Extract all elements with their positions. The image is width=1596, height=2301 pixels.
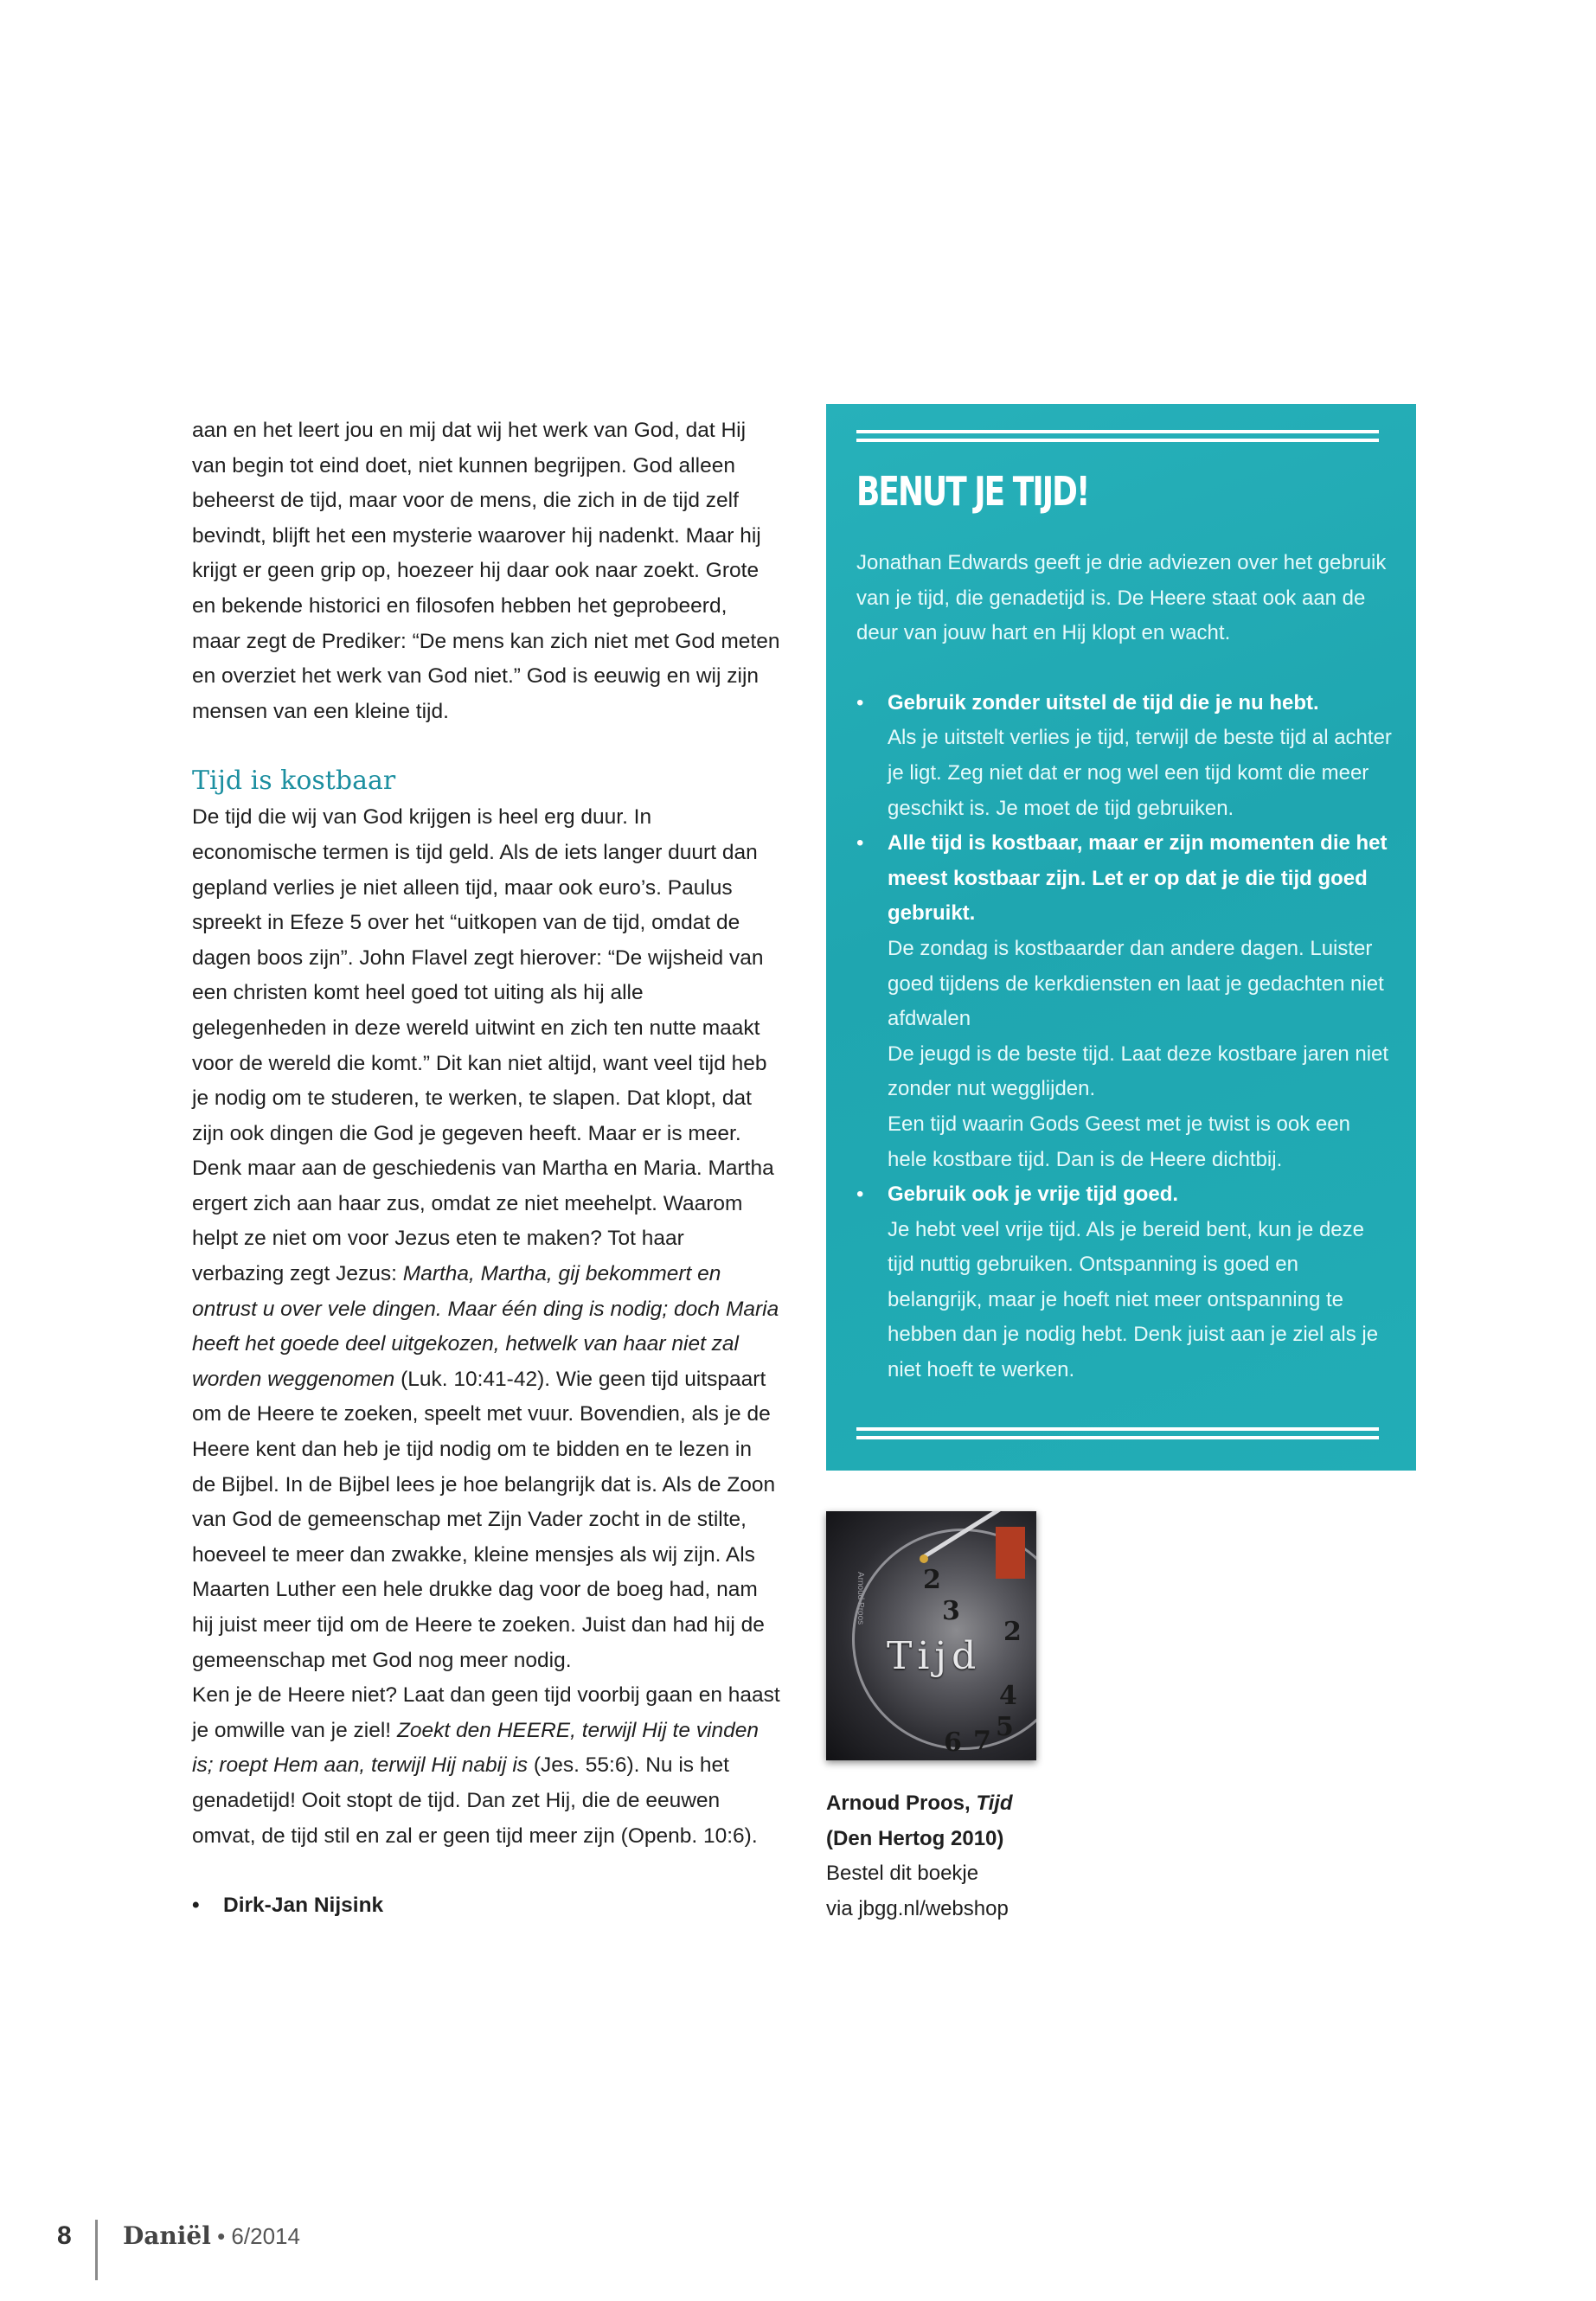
clock-number: 6 — [944, 1727, 962, 1758]
book-cover-image — [826, 1511, 1036, 1760]
clock-number: 4 — [999, 1681, 1017, 1711]
paragraph-text: De tijd die wij van God krijgen is heel erg duur. In economische termen is tijd geld. Als de iets langer duurt dan gepland verlies je niet alleen tijd, maar ook euro’s. Paulus spreekt in Efeze 5 over het “uitkopen van de tijd, omdat de dagen boos zijn”. John Flavel zegt hierover: “De wijsheid van een christen komt heel goed tot uiting als hij alle gelegenheden in deze wereld uitwint en zich ten nutte maakt voor de wereld die komt.” Dit kan niet altijd, want veel tijd heb je nodig om te studeren, te werken, te slapen. Dat klopt, dat zijn ook dingen die God je gegeven heeft. Maar er is meer. Denk maar aan de geschiedenis van Martha en Maria. Martha ergert zich aan haar zus, omdat ze niet meehelpt. Waarom helpt ze niet om voor Jezus eten te maken? Tot haar verbazing zegt Jezus: — [192, 805, 774, 1286]
magazine-title: Daniël — [123, 2221, 211, 2250]
footer-divider — [95, 2220, 98, 2280]
tip-list — [856, 686, 1393, 1388]
book-caption — [826, 1786, 1013, 1926]
rule-line — [856, 1427, 1379, 1431]
author-line — [192, 1888, 780, 1924]
cover-label — [996, 1527, 1025, 1579]
rule-line — [856, 1436, 1379, 1439]
tip-item — [856, 1177, 1393, 1388]
tip-text: Een tijd waarin Gods Geest met je twist is ook een hele kostbare tijd. Dan is de Heere dichtbij. — [888, 1112, 1350, 1171]
clock-number: 5 — [996, 1712, 1014, 1742]
caption-title-line — [826, 1786, 1013, 1822]
tip-lead: • Gebruik zonder uitstel de tijd die je nu hebt. — [888, 690, 1319, 715]
tip-box — [826, 404, 1416, 1471]
article-paragraph — [192, 800, 780, 1678]
tip-item — [856, 826, 1393, 1177]
clock-number: 3 — [942, 1596, 960, 1626]
paragraph-text: (Jes. 55:6). Nu is het genadetijd! Ooit stopt de tijd. Dan zet Hij, die de eeuwen omvat, de tijd stil en zal er geen tijd meer zijn (Openb. 10:6). — [192, 1753, 758, 1848]
rule-line — [856, 430, 1379, 433]
tip-text: De zondag is kostbaarder dan andere dagen. Luister goed tijdens de kerkdiensten en laat je gedachten niet afdwalen — [888, 936, 1384, 1031]
caption-title: Tijd — [976, 1791, 1013, 1815]
tip-text: De jeugd is de beste tijd. Laat deze kostbare jaren niet zonder nut wegglijden. — [888, 1042, 1389, 1101]
magazine-name — [123, 2221, 300, 2250]
caption-order-text: Bestel dit boekje — [826, 1862, 979, 1886]
clock-number: 7 — [973, 1726, 991, 1756]
bible-quote: Martha, Martha, gij bekommert en ontrust u over vele dingen. Maar één ding is nodig; doch Maria heeft het goede deel uitgekozen, hetwelk van haar niet zal worden weggenomen — [192, 1262, 779, 1391]
cover-author: Arnoud Proos — [856, 1572, 865, 1625]
paragraph-text: Ken je de Heere niet? Laat dan geen tijd voorbij gaan en haast je omwille van je ziel! — [192, 1683, 780, 1742]
caption-publisher: (Den Hertog 2010) — [826, 1826, 1004, 1850]
issue-number: • 6/2014 — [210, 2223, 300, 2249]
paragraph-text: (Luk. 10:41-42). Wie geen tijd uitspaart om de Heere te zoeken, speelt met vuur. Bovendien, als je de Heere kent dan heb je tijd nodig om te bidden en te lezen in de Bijbel. In de Bijbel lees je hoe belangrijk dat is. Als de Zoon van God de gemeenschap met Zijn Vader zocht in de stilte, hoeveel te meer dan zwakke, kleine mensjes als wij zijn. Als Maarten Luther een hele drukke dag voor de boeg had, nam hij juist meer tijd om de Heere te zoeken. Juist dan had hij de gemeenschap met God nog meer nodig. — [192, 1367, 776, 1672]
tip-box-title: BENUT JE TIJD! — [856, 468, 1089, 515]
caption-author: Arnoud Proos, — [826, 1791, 977, 1815]
tip-text: Als je uitstelt verlies je tijd, terwijl de beste tijd al achter je ligt. Zeg niet dat er nog wel een tijd komt die meer geschikt is. Je moet de tijd gebruiken. — [888, 726, 1392, 820]
clock-number: 2 — [923, 1565, 941, 1595]
cover-title: Tijd — [887, 1634, 982, 1678]
bullet: • — [192, 1894, 200, 1918]
caption-link[interactable]: via jbgg.nl/webshop — [826, 1896, 1009, 1920]
tip-lead: • Gebruik ook je vrije tijd goed. — [888, 1183, 1179, 1207]
clock-center — [920, 1554, 928, 1563]
bible-quote: Zoekt den HEERE, terwijl Hij te vinden is; roept Hem aan, terwijl Hij nabij is — [192, 1718, 759, 1778]
tip-box-intro: Jonathan Edwards geeft je drie adviezen over het gebruik van je tijd, die genadetijd is. De Heere staat ook aan de deur van jouw hart en Hij klopt en wacht. — [856, 551, 1387, 645]
article-subheading: Tijd is kostbaar — [192, 766, 396, 797]
rule-line — [856, 439, 1379, 442]
tip-item — [856, 686, 1393, 826]
tip-lead: • Alle tijd is kostbaar, maar er zijn momenten die het meest kostbaar zijn. Let er op dat je die tijd goed gebruikt. — [888, 831, 1388, 926]
article-paragraph: aan en het leert jou en mij dat wij het werk van God, dat Hij van begin tot eind doet, niet kunnen begrijpen. God alleen beheerst de tijd, maar voor de mens, die zich in de tijd zelf bevindt, blijft het een mysterie waarover hij nadenkt. Maar hij krijgt er geen grip op, hoezeer hij daar ook naar zoekt. Grote en bekende historici en filosofen hebben het geprobeerd, maar zegt de Prediker: “De mens kan zich niet met God meten en overziet het werk van God niet.” God is eeuwig en wij zijn mensen van een kleine tijd. — [192, 419, 780, 723]
page-number: 8 — [57, 2221, 72, 2250]
article-paragraph — [192, 1678, 780, 1854]
tip-box-body — [856, 546, 1393, 1388]
tip-text: Je hebt veel vrije tijd. Als je bereid bent, kun je deze tijd nuttig gebruiken. Ontspanning is goed en belangrijk, maar je hoeft niet meer ontspanning te hebben dan je nodig hebt. Denk juist aan je ziel als je niet hoeft te werken. — [888, 1217, 1379, 1382]
clock-number: 2 — [1003, 1617, 1022, 1647]
author-name: Dirk-Jan Nijsink — [223, 1894, 384, 1918]
article-column — [192, 413, 780, 1924]
